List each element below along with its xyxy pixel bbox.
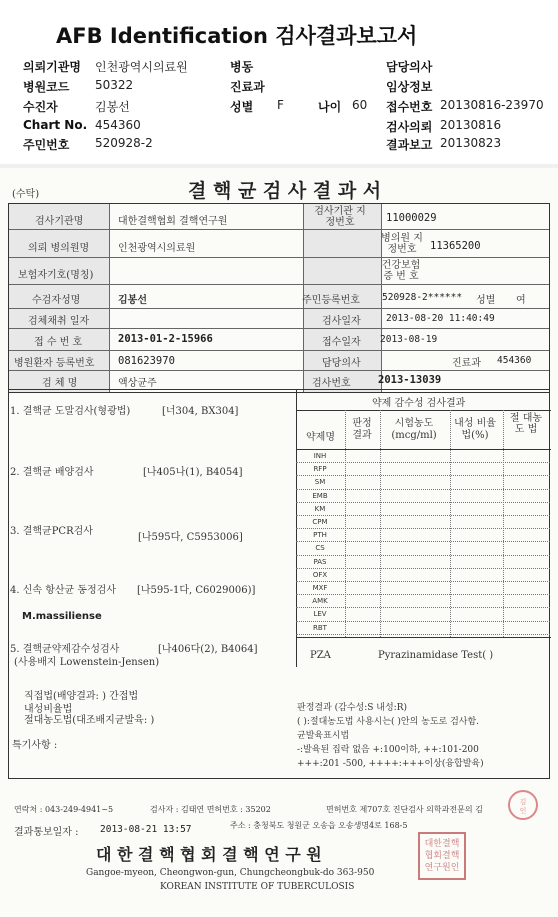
- direct-method: 직접법(배양결과: ) 간접법: [24, 691, 139, 702]
- form-dept-label: 진료과: [452, 358, 481, 369]
- special-notes-label: 특기사항 :: [12, 740, 58, 751]
- collect-label: 검체채취 일자: [28, 316, 90, 327]
- footer-contact: 연락처 : 043-249-4941~5: [14, 805, 114, 814]
- r1-code: [너304, BX304]: [162, 406, 239, 417]
- inst-code-label: 검사기관 지정번호: [314, 206, 366, 228]
- ward-label: 병동: [230, 60, 254, 74]
- patient-name-label: 수검자성명: [32, 295, 81, 306]
- dst-drug-name: RFP: [313, 465, 327, 474]
- hospital-code-label: 병원코드: [23, 80, 70, 94]
- dst-col-judge: 판정 결과: [352, 418, 372, 441]
- hospital-value: 인천광역시의료원: [118, 243, 196, 254]
- dst-row-line: [296, 489, 550, 490]
- note-judgement: 판정결과 (감수성:S 내성:R): [297, 703, 407, 713]
- report-title: AFB Identification 검사결과보고서: [56, 24, 418, 48]
- institution-label: 검사기관명: [35, 216, 84, 227]
- dst-drug-name: INH: [313, 452, 327, 460]
- dst-drug-name: MXF: [312, 584, 328, 592]
- r5-code: [나406다(2), B4064]: [158, 644, 258, 655]
- dst-drug-name: EMB: [312, 491, 328, 500]
- ratio-method: 내성비율법: [24, 704, 73, 715]
- test-no-label: 검사번호: [312, 378, 351, 389]
- dst-drug-name: SM: [314, 478, 326, 487]
- dst-row-line: [296, 528, 550, 529]
- dst-drug-name: CPM: [312, 518, 328, 526]
- r4-result: M.massiliense: [22, 611, 102, 622]
- receipt-no-value: 20130816-23970: [440, 98, 544, 112]
- report-date-label: 결과보고: [386, 138, 433, 152]
- note-absolute: ( ):절대농도법 사용시는( )안의 농도로 검사함.: [297, 717, 480, 727]
- id-value: 520928-2: [95, 136, 153, 150]
- physician-form-label: 담당의사: [322, 358, 361, 369]
- dst-row-line: [296, 555, 550, 556]
- receipt-no-label: 접수번호: [386, 100, 433, 114]
- absolute-method: 절대농도법(대조배지균발육: ): [24, 715, 155, 726]
- patient-value: 김봉선: [95, 100, 130, 114]
- receipt-date-value: 2013-08-19: [380, 334, 438, 345]
- dst-row-line: [296, 462, 550, 463]
- org-address-en: Gangoe-myeon, Cheongwon-gun, Chungcheongbuk-do 363-950: [86, 868, 375, 878]
- dst-col-drug: 약제명: [306, 432, 335, 443]
- institution-seal: 대한결핵 협회결핵 연구원인: [418, 832, 466, 880]
- dst-row-line: [296, 515, 550, 516]
- note-growth-scale-1: -:발육된 집락 없음 +:100이하, ++:101-200: [297, 745, 479, 755]
- receipt-value: 2013-01-2-15966: [118, 333, 213, 345]
- specimen-label: 검 체 명: [42, 378, 78, 389]
- r2-code: [나405나(1), B4054]: [143, 467, 243, 478]
- form-dept-value: 454360: [497, 355, 532, 366]
- request-date-label: 검사의뢰: [386, 120, 433, 134]
- pza-value: Pyrazinamidase Test( ): [378, 650, 494, 661]
- sex-value: F: [277, 98, 284, 112]
- receipt-label: 접 수 번 호: [34, 337, 83, 348]
- chart-label: Chart No.: [23, 118, 88, 132]
- physician-label: 담당의사: [386, 60, 433, 74]
- r3-label: 3. 결핵균PCR검사: [10, 526, 93, 537]
- pza-label: PZA: [310, 650, 331, 661]
- dst-col-ratio: 내성 비율법(%): [454, 418, 496, 441]
- test-no-value: 2013-13039: [378, 374, 442, 386]
- rrn-label: 주민등록번호: [302, 295, 360, 306]
- dst-col-abs: 절 대농도 법: [509, 413, 543, 435]
- rrn-value: 520928-2******: [382, 292, 463, 303]
- dst-col-conc: 시험농도(mcg/ml): [391, 418, 437, 441]
- dst-drug-name: LEV: [313, 610, 327, 619]
- hospital-code-value: 50322: [95, 78, 134, 92]
- hosp-code-label: 병의원 지정번호: [381, 233, 423, 255]
- dst-drug-name: CS: [315, 544, 325, 553]
- r2-label: 2. 결핵균 배양검사: [10, 467, 94, 478]
- r3-code: [나595다, C5953006]: [138, 532, 243, 543]
- reg-no-value: 081623970: [118, 355, 175, 367]
- r5-medium: (사용배지 Lowenstein-Jensen): [14, 657, 160, 668]
- org-name-en: KOREAN INSTITUTE OF TUBERCULOSIS: [160, 882, 355, 892]
- dst-drug-name: PAS: [313, 557, 327, 566]
- hosp-code-value: 11365200: [430, 240, 481, 252]
- dst-drug-name: AMK: [312, 597, 328, 606]
- r4-label: 4. 신속 항산균 동정검사: [10, 585, 117, 596]
- footer-examiner: 검사자 : 김태연 면허번호 : 35202: [150, 805, 271, 814]
- dst-drug-name: PTH: [313, 531, 327, 540]
- hospital-label: 의뢰 병의원명: [28, 243, 90, 254]
- report-header: [0, 0, 558, 165]
- dept-label: 진료과: [230, 80, 265, 94]
- r4-code: [나595-1다, C6029006)]: [137, 585, 256, 596]
- requesting-org-value: 인천광역시의료원: [95, 60, 188, 74]
- dst-drug-name: KM: [314, 504, 326, 513]
- dst-drug-name: OFX: [312, 570, 328, 579]
- chart-value: 454360: [95, 118, 141, 132]
- dst-row-line: [296, 607, 550, 608]
- specimen-value: 액상균주: [118, 378, 157, 389]
- footer-address: 주소 : 충청북도 청원군 오송읍 오송생명4로 168-5: [230, 821, 408, 830]
- inst-code-value: 11000029: [386, 212, 437, 224]
- dst-drug-name: RBT: [313, 623, 327, 632]
- org-name: 대 한 결 핵 협 회 결 핵 연 구 원: [96, 845, 322, 864]
- id-label: 주민번호: [23, 138, 70, 152]
- form-sex-label: 성별: [476, 295, 496, 306]
- requesting-org-label: 의뢰기관명: [23, 60, 81, 74]
- dst-row-line: [296, 594, 550, 595]
- r1-label: 1. 결핵균 도말검사(형광법): [10, 406, 131, 417]
- doc-tag: (수탁): [12, 189, 40, 200]
- r5-label: 5. 결핵균약제감수성검사: [10, 644, 120, 655]
- age-label: 나이: [318, 100, 342, 114]
- receipt-date-label: 접수일자: [322, 337, 361, 348]
- doc-title: 결 핵 균 검 사 결 과 서: [188, 180, 382, 202]
- dst-row-line: [296, 634, 550, 635]
- patient-label: 수진자: [23, 100, 58, 114]
- dst-row-line: [296, 475, 550, 476]
- health-center-label: 건강보험 증 번 호: [381, 260, 421, 282]
- request-date-value: 20130816: [440, 118, 502, 132]
- dst-title: 약제 감수성 검사결과: [372, 398, 466, 409]
- dst-row-line: [296, 581, 550, 582]
- dst-row-line: [296, 621, 550, 622]
- note-growth-scale-2: +++:201 -500, ++++:+++이상(융합발육): [297, 759, 484, 769]
- report-time-label: 결과통보일자 :: [14, 827, 79, 838]
- dst-row-line: [296, 502, 550, 503]
- clinical-info-label: 임상정보: [386, 80, 433, 94]
- report-date-value: 20130823: [440, 136, 502, 150]
- form-sex-value: 여: [516, 295, 526, 306]
- report-time-value: 2013-08-21 13:57: [100, 824, 192, 835]
- insurer-label: 보험자기호(명칭): [18, 270, 94, 281]
- footer-director: 면허번호 제707호 진단검사 의학과전문의 김: [326, 805, 483, 814]
- dst-row-line: [296, 541, 550, 542]
- note-growth: 균발육표시법: [297, 731, 350, 741]
- dst-row-line: [296, 568, 550, 569]
- age-value: 60: [352, 98, 368, 112]
- sex-label: 성별: [230, 100, 254, 114]
- institution-value: 대한결핵협회 결핵연구원: [118, 216, 228, 227]
- test-date-label: 검사일자: [322, 316, 361, 327]
- reg-no-label: 병원환자 등록번호: [14, 358, 95, 369]
- patient-name-value: 김봉선: [118, 295, 147, 306]
- director-seal: 김 인: [508, 790, 538, 820]
- test-date-value: 2013-08-20 11:40:49: [386, 313, 495, 324]
